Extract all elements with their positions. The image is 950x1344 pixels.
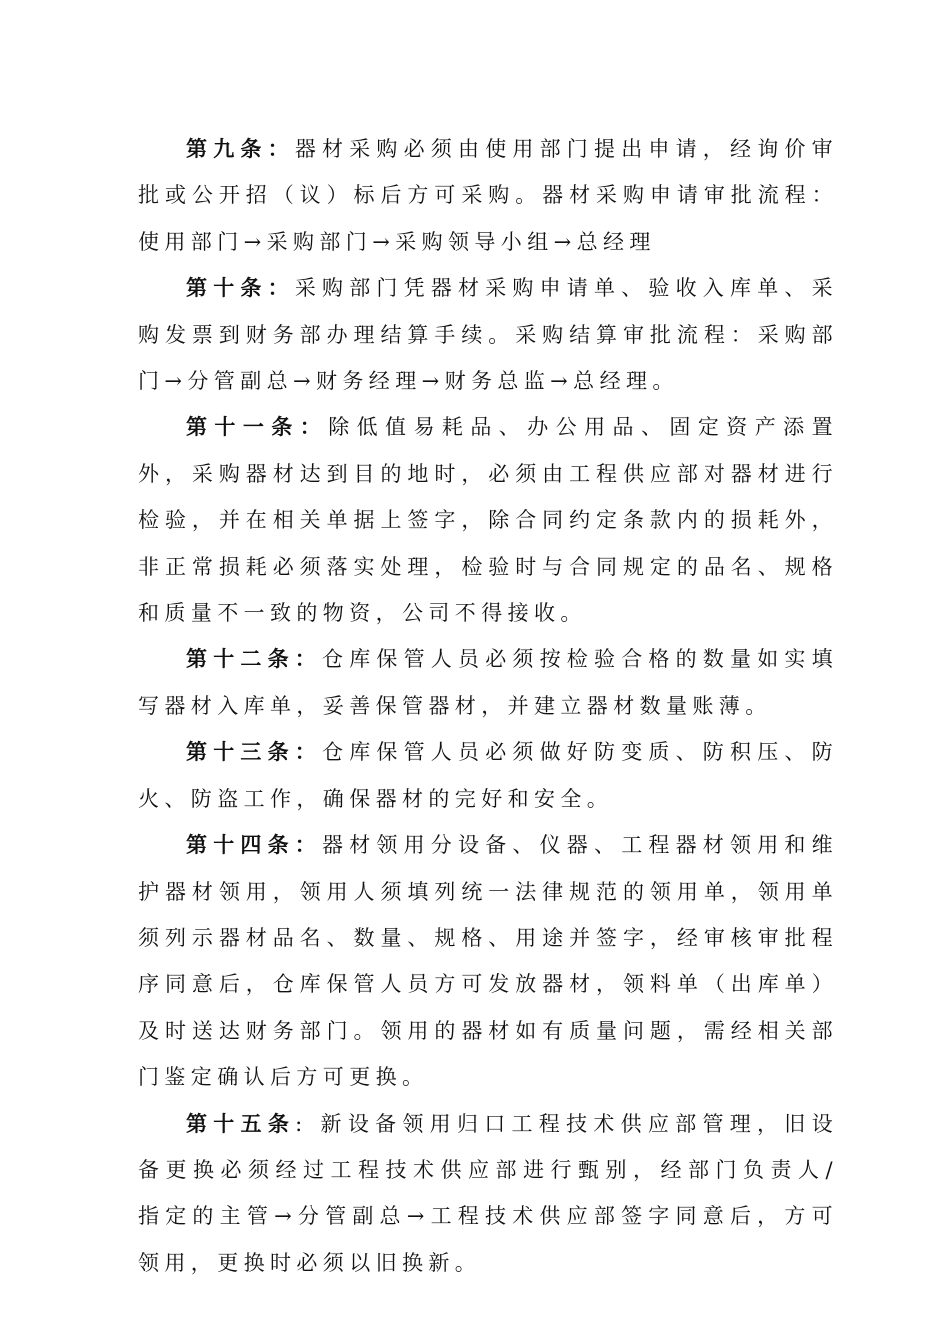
clause-text: 仓库保管人员必须按检验合格的数量如实填写器材入库单，妥善保管器材，并建立器材数量账薄。 xyxy=(138,647,838,718)
clause-9 xyxy=(138,126,838,265)
clause-text: : 新设备领用归口工程技术供应部管理，旧设备更换必须经过工程技术供应部进行甄别，经部门负责人/ 指定的主管→分管副总→工程技术供应部签字同意后，方可领用，更换时必须以旧换新。 xyxy=(138,1111,838,1275)
clause-15 xyxy=(138,1101,838,1287)
clause-title: 第十五条 xyxy=(186,1110,296,1136)
clause-text: 器材领用分设备、仪器、工程器材领用和维护器材领用，领用人须填列统一法律规范的领用单，领用单须列示器材品名、数量、规格、用途并签字，经审核审批程序同意后，仓库保管人员方可发放器材，领料单（出库单）及时送达财务部门。领用的器材如有质量问题，需经相关部门鉴定确认后方可更换。 xyxy=(138,833,838,1090)
document-body xyxy=(138,126,838,1286)
clause-10 xyxy=(138,265,838,404)
clause-title: 第十二条： xyxy=(186,646,322,672)
clause-13 xyxy=(138,729,838,822)
clause-text: 器材采购必须由使用部门提出申请，经询价审批或公开招（议）标后方可采购。器材采购申请审批流程：使用部门→采购部门→采购领导小组→总经理 xyxy=(138,137,839,254)
clause-title: 第十条： xyxy=(186,275,295,301)
clause-text: 仓库保管人员必须做好防变质、防积压、防火、防盗工作，确保器材的完好和安全。 xyxy=(138,740,838,811)
clause-text: 采购部门凭器材采购申请单、验收入库单、采购发票到财务部办理结算手续。采购结算审批流程：采购部门→分管副总→财务经理→财务总监→总经理。 xyxy=(138,276,839,394)
clause-11 xyxy=(138,404,838,636)
clause-title: 第十一条： xyxy=(186,414,329,440)
clause-text: 除低值易耗品、办公用品、固定资产添置外，采购器材达到目的地时，必须由工程供应部对器材进行检验，并在相关单据上签字，除合同约定条款内的损耗外，非正常损耗必须落实处理，检验时与合同规定的品名、规格和质量不一致的物资，公司不得接收。 xyxy=(138,415,839,626)
clause-12 xyxy=(138,636,838,729)
clause-title: 第十四条： xyxy=(186,832,322,858)
clause-14 xyxy=(138,822,838,1100)
clause-title: 第九条： xyxy=(186,136,295,161)
clause-title: 第十三条： xyxy=(186,739,322,765)
